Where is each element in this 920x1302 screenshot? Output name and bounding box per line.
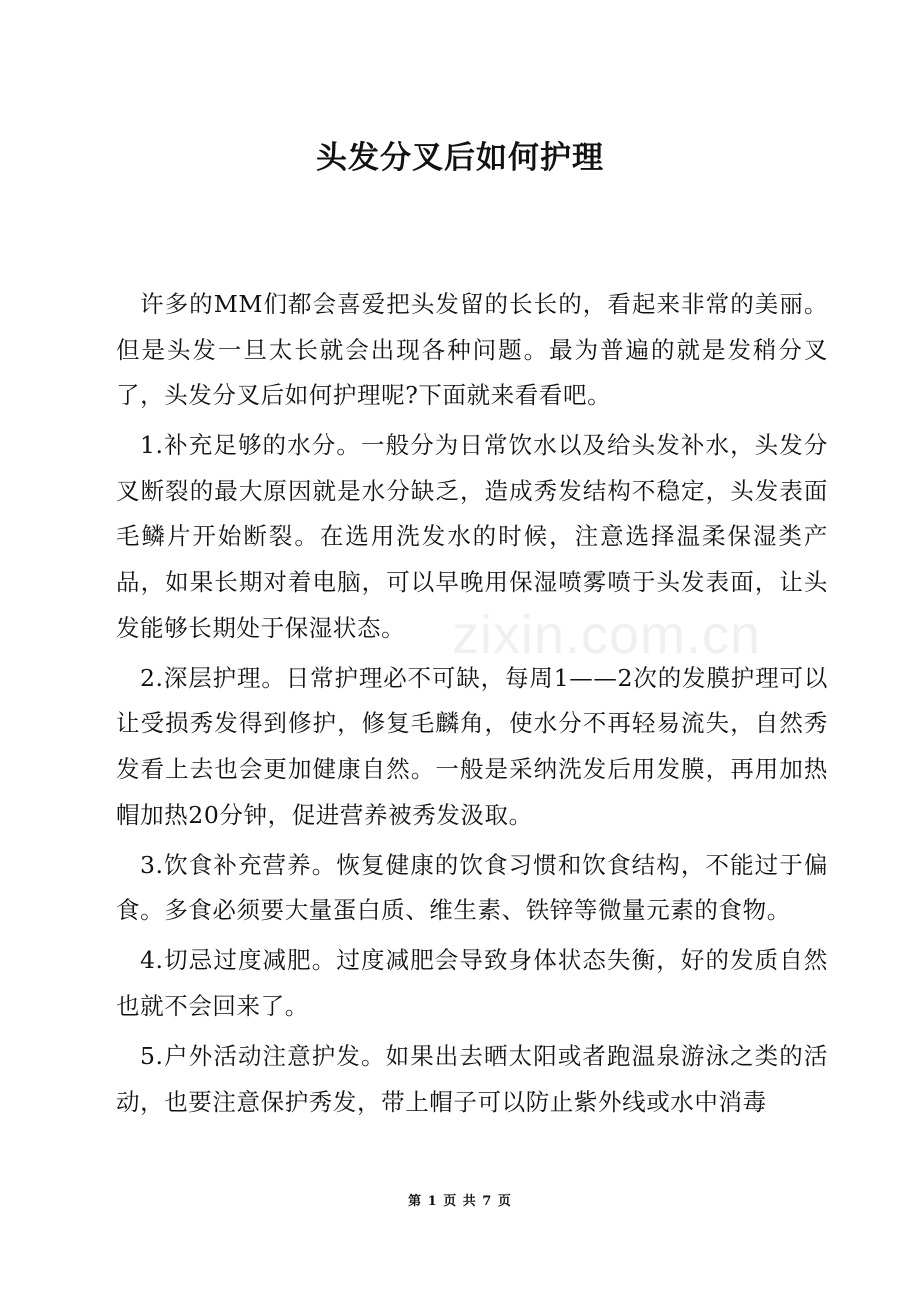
page-footer: 第 1 页 共 7 页 xyxy=(408,1194,512,1209)
watermark: zixin.com.cn xyxy=(452,605,762,665)
paragraph-5: 5.户外活动注意护发。如果出去晒太阳或者跑温泉游泳之类的活动，也要注意保护秀发，带上帽子可以防止紫外线或水中消毒 xyxy=(116,1042,828,1116)
paragraph-1: 1.补充足够的水分。一般分为日常饮水以及给头发补水，头发分叉断裂的最大原因就是水分缺乏，造成秀发结构不稳定，头发表面毛鳞片开始断裂。在选用洗发水的时候，注意选择温柔保湿类产品，如果长期对着电脑，可以早晚用保湿喷雾喷于头发表面，让头发能够长期处于保湿状态。 xyxy=(116,431,828,642)
paragraph-intro: 许多的MM们都会喜爱把头发留的长长的，看起来非常的美丽。但是头发一旦太长就会出现各种问题。最为普遍的就是发稍分叉了，头发分叉后如何护理呢?下面就来看看吧。 xyxy=(116,290,828,410)
document-title: 头发分叉后如何护理 xyxy=(316,140,604,176)
paragraph-2: 2.深层护理。日常护理必不可缺，每周1——2次的发膜护理可以让受损秀发得到修护，修复毛麟角，使水分不再轻易流失，自然秀发看上去也会更加健康自然。一般是采纳洗发后用发膜，再用加热帽加热20分钟，促进营养被秀发汲取。 xyxy=(116,663,828,829)
paragraph-4: 4.切忌过度减肥。过度减肥会导致身体状态失衡，好的发质自然也就不会回来了。 xyxy=(116,946,828,1020)
document-body xyxy=(116,282,828,1130)
paragraph-3: 3.饮食补充营养。恢复健康的饮食习惯和饮食结构，不能过于偏食。多食必须要大量蛋白质、维生素、铁锌等微量元素的食物。 xyxy=(116,850,828,925)
